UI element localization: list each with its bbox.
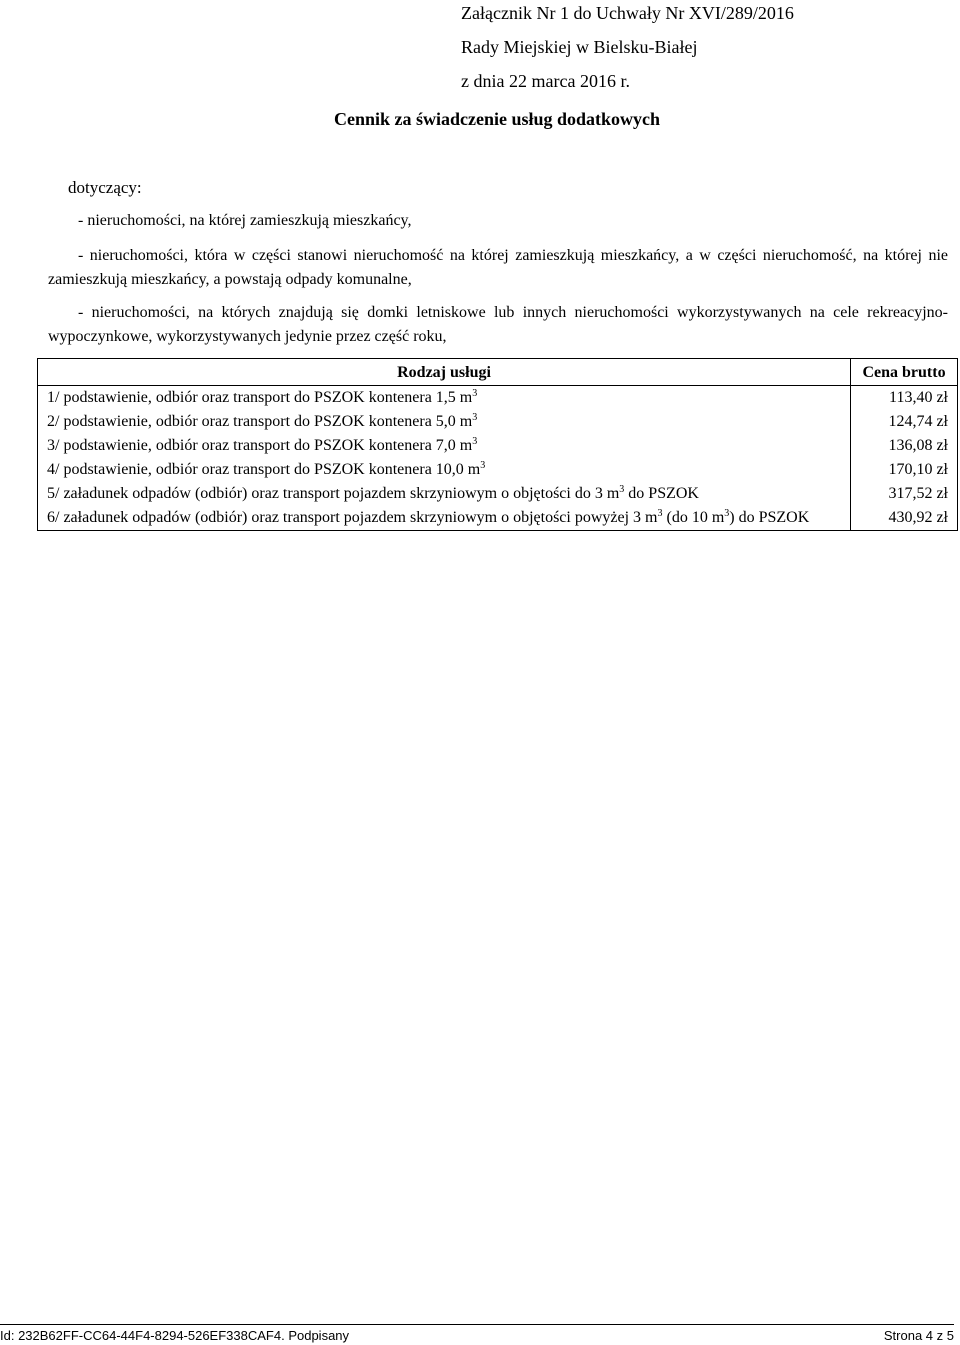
attachment-header xyxy=(461,0,794,98)
table-row xyxy=(38,434,958,458)
table-row xyxy=(38,386,958,411)
table-header-row xyxy=(38,359,958,386)
service-cell: 4/ podstawienie, odbiór oraz transport do PSZOK kontenera 10,0 $m^3$ xyxy=(38,458,851,482)
price-cell: 113,40 zł xyxy=(851,386,958,411)
table-row xyxy=(38,458,958,482)
header-price: Cena brutto xyxy=(851,359,958,386)
price-table xyxy=(37,358,958,531)
page-number: Strona 4 z 5 xyxy=(883,1328,954,1343)
intro-text: dotyczący: xyxy=(68,178,142,197)
price-cell: 124,74 zł xyxy=(851,410,958,434)
bullet-3: - nieruchomości, na których znajdują się domki letniskowe lub innych nieruchomości wykorzystywanych na cele rekreacyjno-wypoczynkowe, wykorzystywanych jedynie przez część roku, xyxy=(48,304,948,345)
service-cell: 2/ podstawienie, odbiór oraz transport do PSZOK kontenera 5,0 $m^3$ xyxy=(38,410,851,434)
price-cell: 430,92 zł xyxy=(851,506,958,531)
service-cell: 1/ podstawienie, odbiór oraz transport do PSZOK kontenera 1,5 $m^3$ xyxy=(38,386,851,411)
table-row xyxy=(38,506,958,531)
service-cell: 6/ załadunek odpadów (odbiór) oraz transport pojazdem skrzyniowym o objętości powyżej 3 $m^3$ (do 10 $m^3$) do PSZOK xyxy=(38,506,851,531)
price-cell: 317,52 zł xyxy=(851,482,958,506)
bullet-2: - nieruchomości, która w części stanowi nieruchomość na której zamieszkują mieszkańcy, a w części nieruchomość, na której nie zamieszkują mieszkańcy, a powstają odpady komunalne, xyxy=(48,247,948,288)
page-footer xyxy=(0,1324,954,1343)
bullet-1: - nieruchomości, na której zamieszkują mieszkańcy, xyxy=(78,212,412,229)
service-cell: 5/ załadunek odpadów (odbiór) oraz transport pojazdem skrzyniowym o objętości do 3 $m^3$ do PSZOK xyxy=(38,482,851,506)
price-cell: 136,08 zł xyxy=(851,434,958,458)
attachment-line-3: z dnia 22 marca 2016 r. xyxy=(461,71,630,91)
attachment-line-2: Rady Miejskiej w Bielsku-Białej xyxy=(461,37,698,57)
table-row xyxy=(38,482,958,506)
document-id: Id: 232B62FF-CC64-44F4-8294-526EF338CAF4. Podpisany xyxy=(0,1328,350,1343)
price-cell: 170,10 zł xyxy=(851,458,958,482)
header-service: Rodzaj usługi xyxy=(38,359,851,386)
table-row xyxy=(38,410,958,434)
service-cell: 3/ podstawienie, odbiór oraz transport do PSZOK kontenera 7,0 $m^3$ xyxy=(38,434,851,458)
attachment-line-1: Załącznik Nr 1 do Uchwały Nr XVI/289/2016 xyxy=(461,3,794,23)
document-title: Cennik za świadczenie usług dodatkowych xyxy=(333,109,661,129)
